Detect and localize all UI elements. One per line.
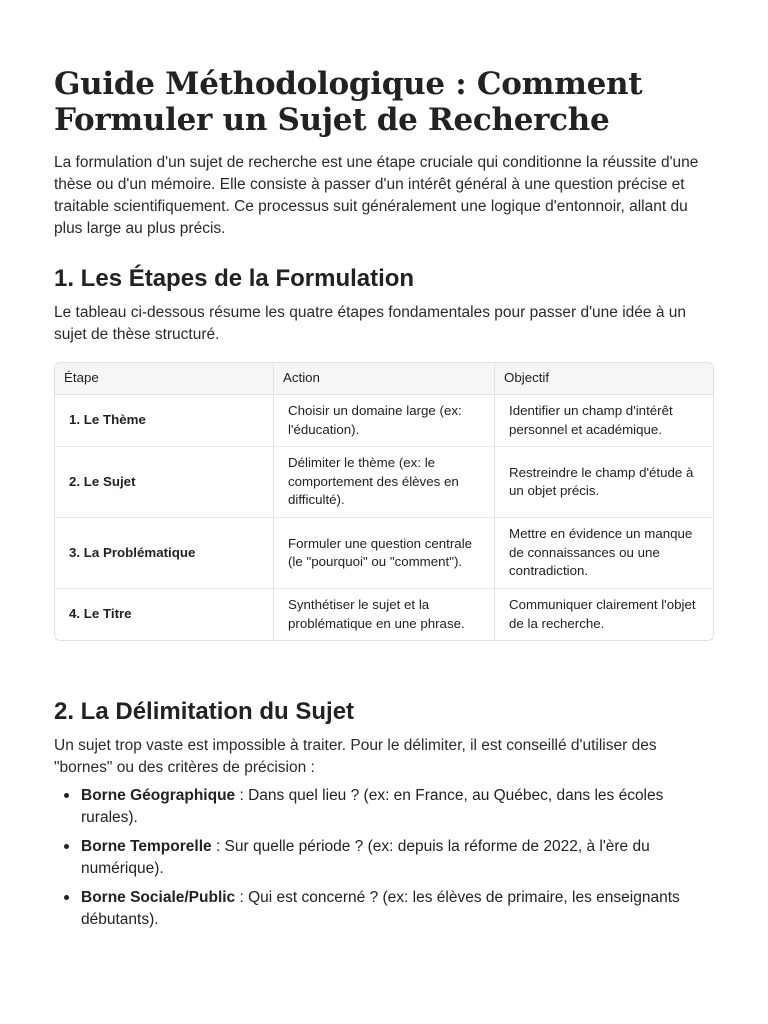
list-item: [81, 785, 714, 829]
table-cell-step: 2. Le Sujet: [55, 446, 273, 517]
table-row: [55, 517, 713, 588]
table-cell-step: 3. La Problématique: [55, 517, 273, 588]
table-cell-action: Formuler une question centrale (le "pourquoi" ou "comment").: [273, 517, 494, 588]
table-cell-action: Délimiter le thème (ex: le comportement des élèves en difficulté).: [273, 446, 494, 517]
column-header-etape: Étape: [55, 363, 273, 395]
list-item-description: : Qui est concerné ? (ex: les élèves de primaire, les enseignants débutants).: [81, 889, 680, 928]
table-cell-objective: Communiquer clairement l'objet de la recherche.: [494, 588, 713, 640]
table-row: [55, 446, 713, 517]
list-item-term: Borne Temporelle: [81, 838, 212, 855]
table-cell-objective: Mettre en évidence un manque de connaissances ou une contradiction.: [494, 517, 713, 588]
page-title: Guide Méthodologique : Comment Formuler un Sujet de Recherche: [54, 66, 643, 138]
table-cell-action: Choisir un domaine large (ex: l'éducation).: [273, 395, 494, 446]
intro-paragraph: La formulation d'un sujet de recherche est une étape cruciale qui conditionne la réussite d'une thèse ou d'un mémoire. Elle consiste à passer d'un intérêt général à une question précise et traitable scientifiquement. Ce processus suit généralement une logique d'entonnoir, allant du plus large au plus précis.: [54, 154, 699, 237]
list-item-description: : Sur quelle période ? (ex: depuis la réforme de 2022, à l'ère du numérique).: [81, 838, 650, 877]
list-item: [81, 836, 714, 880]
table-cell-objective: Identifier un champ d'intérêt personnel et académique.: [494, 395, 713, 446]
section-heading: 1. Les Étapes de la Formulation: [54, 265, 415, 292]
list-item-description: : Dans quel lieu ? (ex: en France, au Québec, dans les écoles rurales).: [81, 787, 664, 826]
table-cell-objective: Restreindre le champ d'étude à un objet précis.: [494, 446, 713, 517]
table-row: [55, 588, 713, 640]
table-cell-action: Synthétiser le sujet et la problématique en une phrase.: [273, 588, 494, 640]
list-item: [81, 887, 714, 931]
steps-table: [54, 362, 714, 641]
table-cell-step: 1. Le Thème: [69, 412, 146, 428]
bullet-list: [54, 785, 714, 931]
column-header-objectif: Objectif: [494, 363, 713, 395]
section-heading: 2. La Délimitation du Sujet: [54, 698, 355, 725]
column-header-action: Action: [273, 363, 494, 395]
section-delimitation: [54, 697, 714, 931]
table-header-row: [55, 363, 713, 395]
list-item-term: Borne Sociale/Public: [81, 889, 236, 906]
section-paragraph: Le tableau ci-dessous résume les quatre étapes fondamentales pour passer d'une idée à un sujet de thèse structuré.: [54, 304, 686, 343]
list-item-term: Borne Géographique: [81, 787, 236, 804]
table-row: [55, 395, 713, 446]
section-steps: [54, 264, 714, 641]
section-paragraph: Un sujet trop vaste est impossible à traiter. Pour le délimiter, il est conseillé d'utiliser des "bornes" ou des critères de précision :: [54, 737, 657, 776]
table-cell-step: 4. Le Titre: [55, 588, 273, 640]
